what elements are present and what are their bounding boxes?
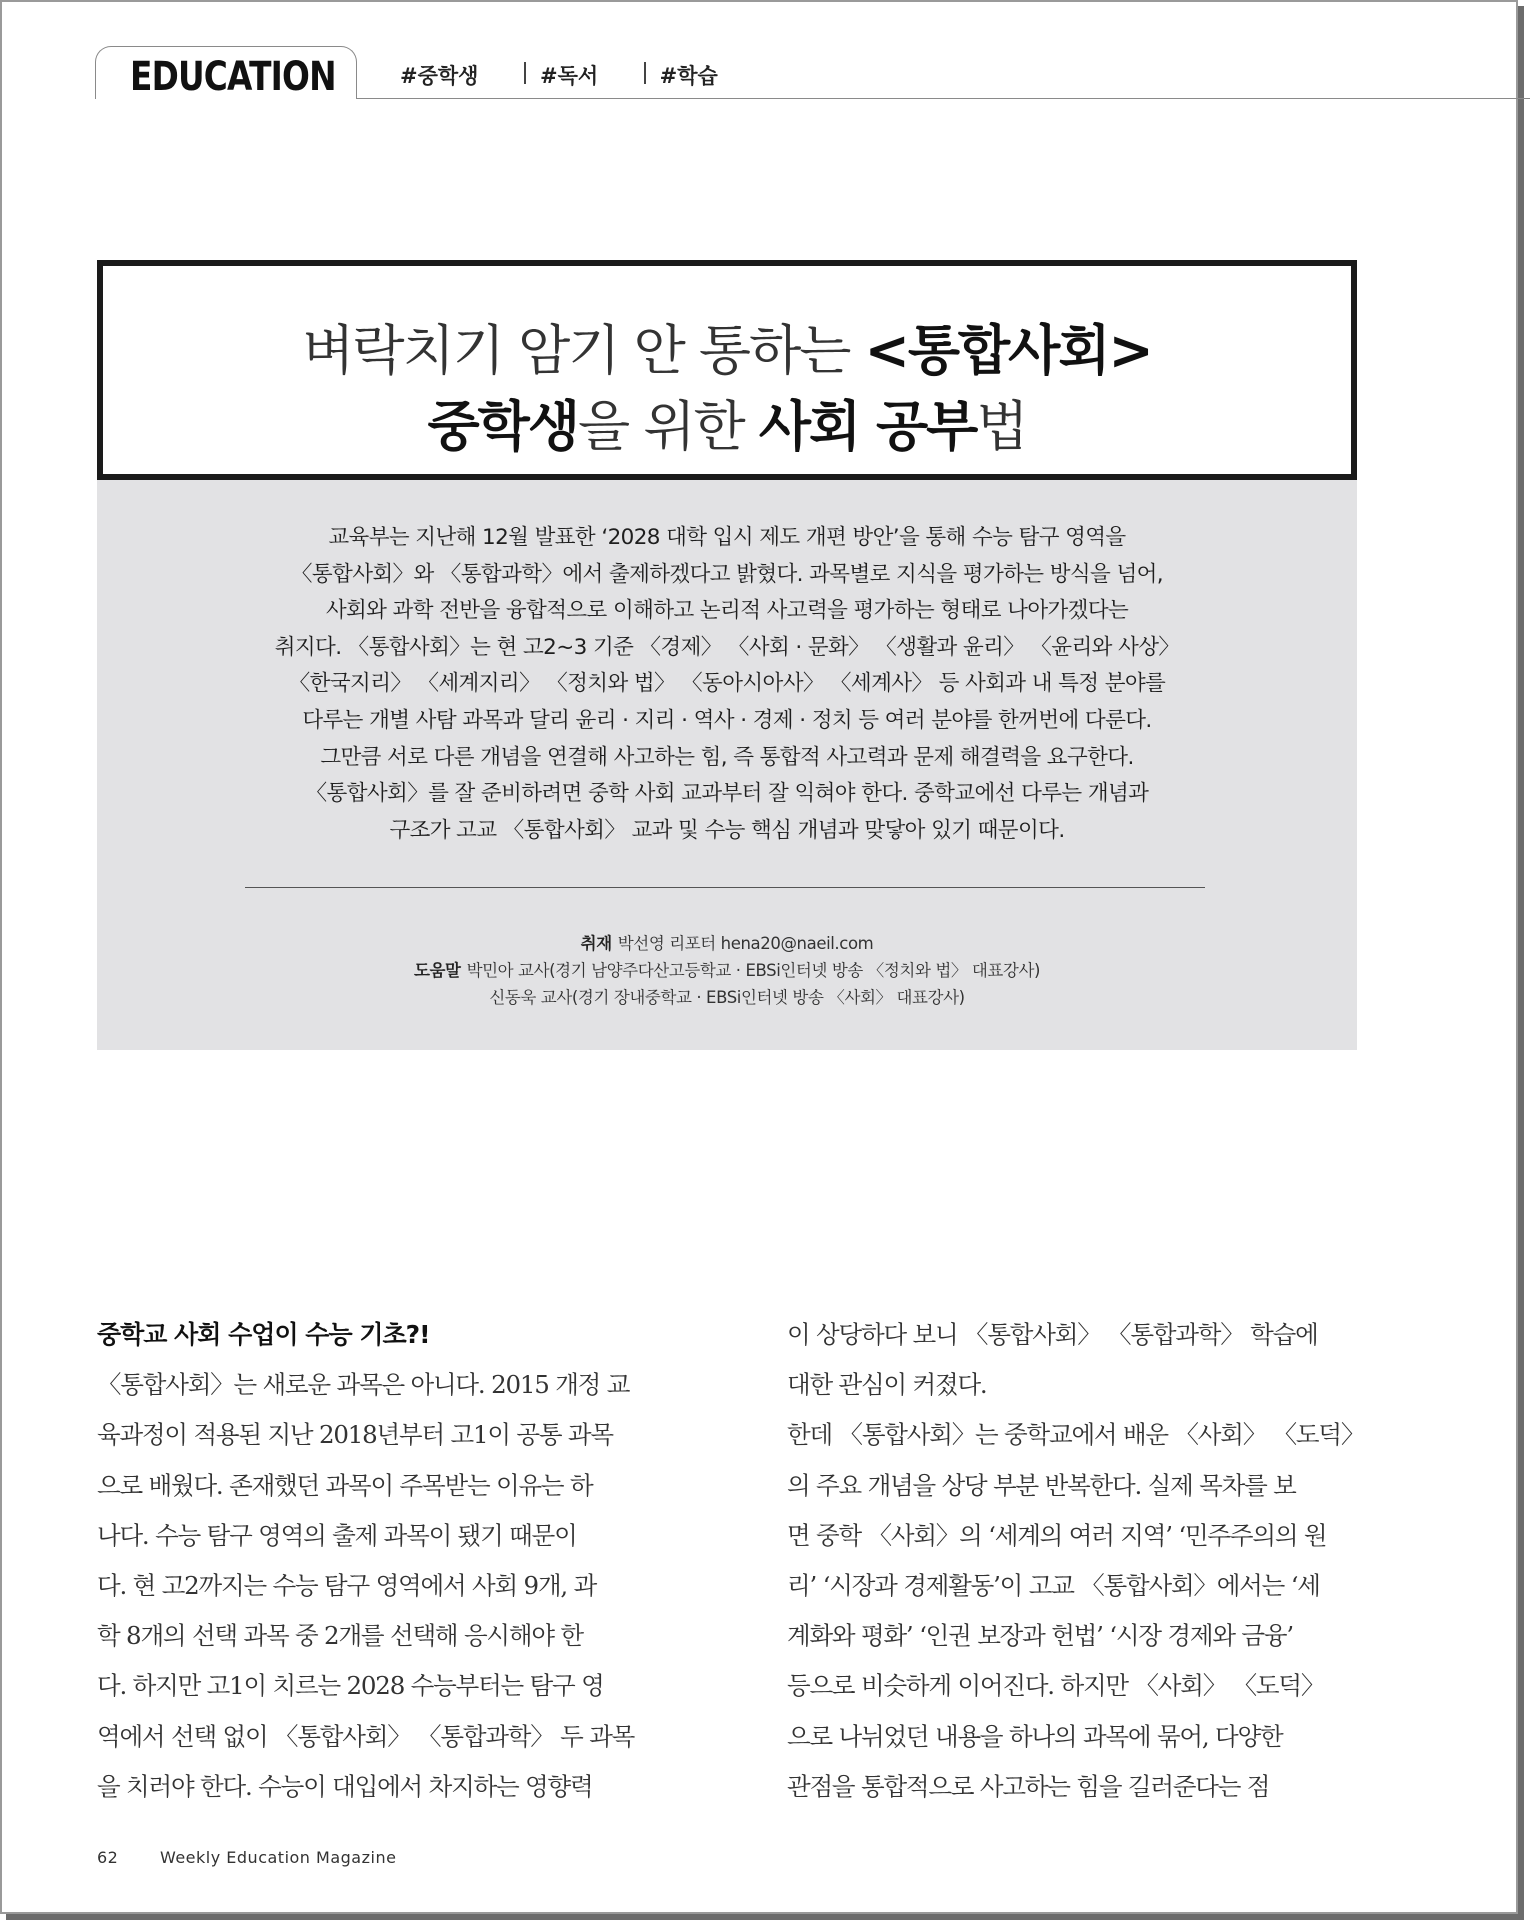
body-line: 다. 하지만 고1이 치르는 2028 수능부터는 탐구 영 — [97, 1671, 604, 1701]
body-line: 관점을 통합적으로 사고하는 힘을 길러준다는 점 — [787, 1771, 1270, 1801]
lead-line: 교육부는 지난해 12월 발표한 ‘2028 대학 입시 제도 개편 방안’을 통해 수능 탐구 영역을 — [328, 525, 1126, 550]
lead-line: 사회와 과학 전반을 융합적으로 이해하고 논리적 사고력을 평가하는 형태로 나아가겠다는 — [325, 598, 1129, 624]
tag-study[interactable]: #학습 — [659, 64, 718, 88]
lead-line: 〈한국지리〉 〈세계지리〉 〈정치와 법〉 〈동아시아사〉 〈세계사〉 등 사회과 내 특정 분야를 — [288, 671, 1166, 697]
body-column-left — [97, 1310, 657, 1812]
body-column-right — [787, 1310, 1365, 1812]
lead-line: 구조가 고교 〈통합사회〉 교과 및 수능 핵심 개념과 맞닿아 있기 때문이다. — [389, 817, 1065, 843]
lead-line: 취지다. 〈통합사회〉는 현 고2~3 기준 〈경제〉 〈사회 · 문화〉 〈생활과 윤리〉 〈윤리와 사상〉 — [274, 634, 1180, 660]
body-line: 을 치러야 한다. 수능이 대입에서 차지하는 영향력 — [97, 1771, 593, 1801]
headline-line-1: 벼락치기 암기 안 통하는 <통합사회> — [302, 319, 1152, 382]
lead-paragraph — [157, 520, 1297, 849]
page-number: 62 — [97, 1848, 119, 1867]
credit-reporter: 취재 박선영 리포터 hena20@naeil.com — [580, 934, 874, 953]
lead-box — [97, 480, 1357, 1050]
headline-box — [97, 260, 1357, 480]
section-title: EDUCATION — [130, 54, 336, 100]
body-line: 한데 〈통합사회〉는 중학교에서 배운 〈사회〉 〈도덕〉 — [787, 1420, 1365, 1450]
body-line: 육과정이 적용된 지난 2018년부터 고1이 공통 과목 — [97, 1420, 613, 1450]
tag-middle-school[interactable]: #중학생 — [400, 64, 479, 88]
credits — [97, 930, 1357, 1011]
headline-line-2: 중학생을 위한 사회 공부법 — [427, 395, 1027, 458]
subheading: 중학교 사회 수업이 수능 기초?! — [97, 1320, 430, 1349]
page-footer — [97, 1848, 396, 1867]
lead-line: 〈통합사회〉를 잘 준비하려면 중학 사회 교과부터 잘 익혀야 한다. 중학교에선 다루는 개념과 — [305, 781, 1149, 807]
lead-line: 그만큼 서로 다른 개념을 연결해 사고하는 힘, 즉 통합적 사고력과 문제 해결력을 요구한다. — [320, 744, 1134, 770]
credit-helper-2: 신동욱 교사(경기 장내중학교 · EBSi인터넷 방송 〈사회〉 대표강사) — [489, 988, 965, 1007]
body-line: 의 주요 개념을 상당 부분 반복한다. 실제 목차를 보 — [787, 1470, 1296, 1500]
body-line: 면 중학 〈사회〉의 ‘세계의 여러 지역’ ‘민주주의의 원 — [787, 1520, 1327, 1550]
credit-helper-1: 도움말 박민아 교사(경기 남양주다산고등학교 · EBSi인터넷 방송 〈정치와 법〉 대표강사) — [413, 961, 1041, 980]
lead-divider — [245, 887, 1205, 888]
body-line: 으로 나뉘었던 내용을 하나의 과목에 묶어, 다양한 — [787, 1721, 1283, 1751]
body-line: 리’ ‘시장과 경제활동’이 고교 〈통합사회〉에서는 ‘세 — [787, 1571, 1320, 1601]
magazine-name: Weekly Education Magazine — [159, 1848, 397, 1867]
body-line: 나다. 수능 탐구 영역의 출제 과목이 됐기 때문이 — [97, 1520, 577, 1550]
tag-separator — [644, 62, 646, 84]
body-line: 으로 배웠다. 존재했던 과목이 주목받는 이유는 하 — [97, 1470, 593, 1500]
tag-list — [400, 60, 764, 90]
body-line: 대한 관심이 커졌다. — [787, 1370, 987, 1400]
body-line: 계화와 평화’ ‘인권 보장과 헌법’ ‘시장 경제와 금융’ — [787, 1621, 1293, 1651]
body-line: 등으로 비슷하게 이어진다. 하지만 〈사회〉 〈도덕〉 — [787, 1671, 1325, 1701]
body-line: 다. 현 고2까지는 수능 탐구 영역에서 사회 9개, 과 — [97, 1571, 597, 1601]
body-line: 역에서 선택 없이 〈통합사회〉 〈통합과학〉 두 과목 — [97, 1721, 635, 1751]
lead-line: 다루는 개별 사탐 과목과 달리 윤리 · 지리 · 역사 · 경제 · 정치 등 여러 분야를 한꺼번에 다룬다. — [302, 707, 1152, 733]
body-line: 학 8개의 선택 과목 중 2개를 선택해 응시해야 한 — [97, 1621, 583, 1651]
lead-line: 〈통합사회〉와 〈통합과학〉에서 출제하겠다고 밝혔다. 과목별로 지식을 평가하는 방식을 넘어, — [290, 561, 1164, 587]
body-line: 〈통합사회〉는 새로운 과목은 아니다. 2015 개정 교 — [97, 1370, 630, 1400]
tag-reading[interactable]: #독서 — [539, 64, 599, 88]
body-line: 이 상당하다 보니 〈통합사회〉 〈통합과학〉 학습에 — [787, 1320, 1318, 1349]
tag-separator — [524, 62, 526, 84]
